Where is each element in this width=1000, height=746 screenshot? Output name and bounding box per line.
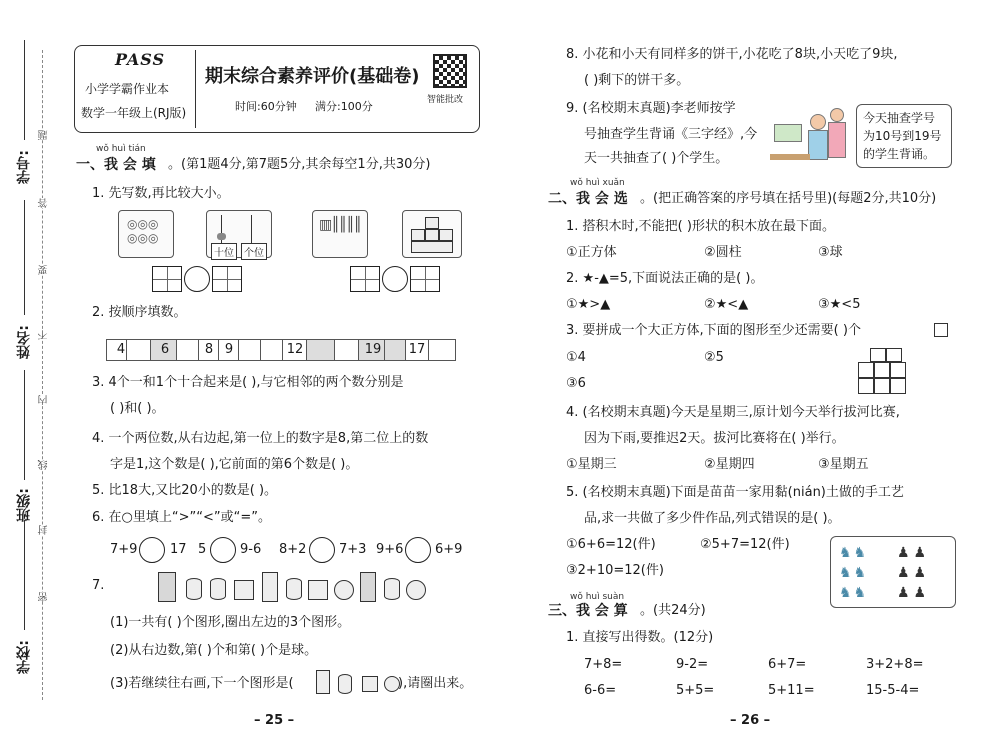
- q1-compare-circle[interactable]: [382, 266, 408, 292]
- sphere-shape: [406, 580, 426, 600]
- calc-item[interactable]: 9-2=: [676, 657, 709, 672]
- exam-title: 期末综合素养评价(基础卷): [205, 66, 420, 87]
- q6-expr: 8+2: [279, 542, 307, 557]
- c3-option[interactable]: ②5: [704, 350, 724, 365]
- q1-answer-grid[interactable]: [350, 266, 380, 292]
- c1-option[interactable]: ②圆柱: [704, 245, 742, 260]
- header-banner: [74, 45, 480, 133]
- exam-score: 满分:100分: [315, 100, 373, 113]
- puzzle-cell: 19: [358, 339, 388, 361]
- c5-clay-crafts-picture: ♞♞ ♞♞ ♞♞ ♟♟ ♟♟ ♟♟: [830, 536, 956, 608]
- cylinder-option[interactable]: [338, 674, 352, 694]
- c5-text-line2: 品,求一共做了多少件作品,列式错误的是( )。: [584, 511, 841, 526]
- pass-logo: PASS: [115, 50, 166, 69]
- name-label: 姓名:: [16, 325, 32, 359]
- puzzle-blank[interactable]: [428, 339, 456, 361]
- c1-option[interactable]: ③球: [818, 245, 843, 260]
- seal-char: 线: [39, 460, 50, 470]
- q7-part3-end: ),请圈出来。: [398, 676, 473, 691]
- c3-option[interactable]: ①4: [566, 350, 586, 365]
- q5-text: 5. 比18大,又比20小的数是( )。: [92, 483, 278, 498]
- cylinder-shape: [210, 578, 226, 600]
- seal-char: 封: [39, 525, 50, 535]
- q1-picture-sticks: ▥║║║║: [312, 210, 368, 258]
- class-label: 班级:: [16, 488, 32, 522]
- q4-text-line2: 字是1,这个数是( ),它前面的第6个数是( )。: [110, 457, 359, 472]
- puzzle-cell: 6: [150, 339, 180, 361]
- q6-expr: 9+6: [376, 542, 404, 557]
- puzzle-blank[interactable]: [384, 339, 406, 361]
- seal-line: [42, 50, 43, 700]
- q9-speech-bubble: 今天抽查学号 为10号到19号 的学生背诵。: [856, 104, 952, 168]
- tens-label: 十位: [211, 243, 237, 260]
- q6-expr: 17: [170, 542, 187, 557]
- q7-shape-row: [158, 570, 458, 604]
- puzzle-blank[interactable]: [334, 339, 360, 361]
- seal-char: 要: [39, 265, 50, 275]
- section1-pinyin: wǒ huì tián: [96, 144, 146, 154]
- calc-item[interactable]: 6+7=: [768, 657, 807, 672]
- seal-char: 不: [39, 330, 50, 340]
- cuboid-shape: [158, 572, 176, 602]
- section2-note: 。(把正确答案的序号填在括号里)(每题2分,共10分): [640, 191, 937, 206]
- seal-char: 密: [39, 592, 50, 602]
- section1-title: 一、我 会 填: [76, 157, 156, 173]
- q7-part1: (1)一共有( )个图形,圈出左边的3个图形。: [110, 615, 351, 630]
- q6-compare-circle[interactable]: [309, 537, 335, 563]
- c5-option[interactable]: ②5+7=12(件): [700, 537, 790, 552]
- q7-part2: (2)从右边数,第( )个和第( )个是球。: [110, 643, 318, 658]
- calc-item[interactable]: 5+5=: [676, 683, 715, 698]
- q1-abacus: [206, 210, 272, 258]
- cuboid-shape: [360, 572, 376, 602]
- q6-expr: 7+9: [110, 542, 138, 557]
- cube-shape: [234, 580, 254, 600]
- q4-text-line1: 4. 一个两位数,从右边起,第一位上的数字是8,第二位上的数: [92, 431, 429, 446]
- seal-char: 答: [39, 198, 50, 208]
- qr-code-icon: [433, 54, 467, 88]
- q6-expr: 6+9: [435, 542, 463, 557]
- q1-picture-candies: ◎◎◎ ◎◎◎: [118, 210, 174, 258]
- school-label: 学校:: [16, 640, 32, 674]
- small-cube-icon: [934, 323, 948, 337]
- c3-cube-stack: [858, 348, 918, 396]
- calc-item[interactable]: 6-6=: [584, 683, 617, 698]
- calc-item[interactable]: 5+11=: [768, 683, 815, 698]
- binding-sidebar: [0, 0, 70, 746]
- q3-text-line2: ( )和( )。: [110, 401, 165, 416]
- q2-text: 2. 按顺序填数。: [92, 305, 187, 320]
- q9-classroom-illustration: [770, 104, 850, 168]
- c5-option[interactable]: ③2+10=12(件): [566, 563, 664, 578]
- page-number-right: – 26 –: [730, 713, 771, 728]
- puzzle-blank[interactable]: [238, 339, 262, 361]
- c5-text-line1: 5. (名校期末真题)下面是苗苗一家用黏(nián)土做的手工艺: [566, 485, 904, 500]
- puzzle-cell: 12: [282, 339, 308, 361]
- c2-option[interactable]: ③★<5: [818, 297, 861, 312]
- section3-note: 。(共24分): [640, 603, 706, 618]
- page-number-left: – 25 –: [254, 713, 295, 728]
- q3-text-line1: 3. 4个一和1个十合起来是( ),与它相邻的两个数分别是: [92, 375, 404, 390]
- c4-option[interactable]: ③星期五: [818, 457, 869, 472]
- puzzle-blank[interactable]: [176, 339, 200, 361]
- q7-number: 7.: [92, 578, 105, 593]
- section3-title: 三、我 会 算: [548, 603, 628, 619]
- id-label: 学号:: [16, 150, 32, 184]
- cube-option[interactable]: [362, 676, 378, 692]
- name-line: [24, 200, 25, 315]
- c2-option[interactable]: ②★<▲: [704, 297, 749, 312]
- cuboid-shape: [262, 572, 278, 602]
- section2-pinyin: wǒ huì xuǎn: [570, 178, 625, 188]
- q6-compare-circle[interactable]: [139, 537, 165, 563]
- exam-time: 时间:60分钟: [235, 100, 297, 113]
- q9-text-line3: 天一共抽查了( )个学生。: [584, 151, 729, 166]
- calc-title: 1. 直接写出得数。(12分): [566, 630, 714, 645]
- ones-label: 个位: [241, 243, 267, 260]
- q1-answer-grid[interactable]: [152, 266, 182, 292]
- q8-text-line2: ( )剩下的饼干多。: [584, 73, 690, 88]
- c2-text: 2. ★-▲=5,下面说法正确的是( )。: [566, 271, 764, 286]
- c4-text-line1: 4. (名校期末真题)今天是星期三,原计划今天举行拔河比赛,: [566, 405, 900, 420]
- c4-option[interactable]: ②星期四: [704, 457, 755, 472]
- section3-pinyin: wǒ huì suàn: [570, 592, 625, 602]
- calc-item[interactable]: 7+8=: [584, 657, 623, 672]
- series-name: 小学学霸作业本: [85, 82, 170, 96]
- q6-compare-circle[interactable]: [210, 537, 236, 563]
- header-divider: [195, 50, 196, 128]
- puzzle-cell: 9: [218, 339, 240, 361]
- c2-option[interactable]: ①★>▲: [566, 297, 611, 312]
- grade-info: 数学一年级上(RJ版): [81, 106, 187, 120]
- cylinder-shape: [286, 578, 302, 600]
- q7-options[interactable]: [310, 668, 400, 696]
- cube-shape: [308, 580, 328, 600]
- q1-text: 1. 先写数,再比较大小。: [92, 186, 230, 201]
- c5-option[interactable]: ①6+6=12(件): [566, 537, 656, 552]
- q1-picture-cubes: [402, 210, 462, 258]
- school-line: [24, 520, 25, 630]
- class-line: [24, 370, 25, 480]
- puzzle-blank[interactable]: [260, 339, 284, 361]
- q1-answer-grid[interactable]: [212, 266, 242, 292]
- puzzle-cell: 4: [106, 339, 136, 361]
- q8-text-line1: 8. 小花和小天有同样多的饼干,小花吃了8块,小天吃了9块,: [566, 47, 898, 62]
- section2-title: 二、我 会 选: [548, 191, 628, 207]
- q6-expr: 9-6: [240, 542, 262, 557]
- cylinder-shape: [186, 578, 202, 600]
- q1-compare-circle[interactable]: [184, 266, 210, 292]
- q6-expr: 7+3: [339, 542, 367, 557]
- cuboid-option[interactable]: [316, 670, 330, 694]
- seal-char: 内: [39, 395, 50, 405]
- q6-compare-circle[interactable]: [405, 537, 431, 563]
- c1-text: 1. 搭积木时,不能把( )形状的积木放在最下面。: [566, 219, 835, 234]
- q6-expr: 5: [198, 542, 207, 557]
- puzzle-cell: 17: [404, 339, 430, 361]
- q7-part3: (3)若继续往右画,下一个图形是(: [110, 676, 294, 691]
- q9-text-line2: 号抽查学生背诵《三字经》,今: [584, 127, 758, 142]
- q6-text: 6. 在○里填上“>”“<”或“=”。: [92, 510, 271, 525]
- calc-item[interactable]: 3+2+8=: [866, 657, 924, 672]
- q9-text-line1: 9. (名校期末真题)李老师按学: [566, 101, 736, 116]
- q1-answer-grid[interactable]: [410, 266, 440, 292]
- puzzle-cell: 8: [198, 339, 220, 361]
- id-line: [24, 40, 25, 140]
- c3-option[interactable]: ③6: [566, 376, 586, 391]
- c1-option[interactable]: ①正方体: [566, 245, 617, 260]
- qr-label: 智能批改: [427, 95, 464, 105]
- puzzle-blank[interactable]: [306, 339, 336, 361]
- sphere-shape: [334, 580, 354, 600]
- c4-option[interactable]: ①星期三: [566, 457, 617, 472]
- calc-item[interactable]: 15-5-4=: [866, 683, 920, 698]
- cylinder-shape: [384, 578, 400, 600]
- c3-text: 3. 要拼成一个大正方体,下面的图形至少还需要( )个: [566, 323, 861, 338]
- section1-note: 。(第1题4分,第7题5分,其余每空1分,共30分): [168, 157, 431, 172]
- c4-text-line2: 因为下雨,要推迟2天。拔河比赛将在( )举行。: [584, 431, 845, 446]
- seal-char: 题: [39, 130, 50, 140]
